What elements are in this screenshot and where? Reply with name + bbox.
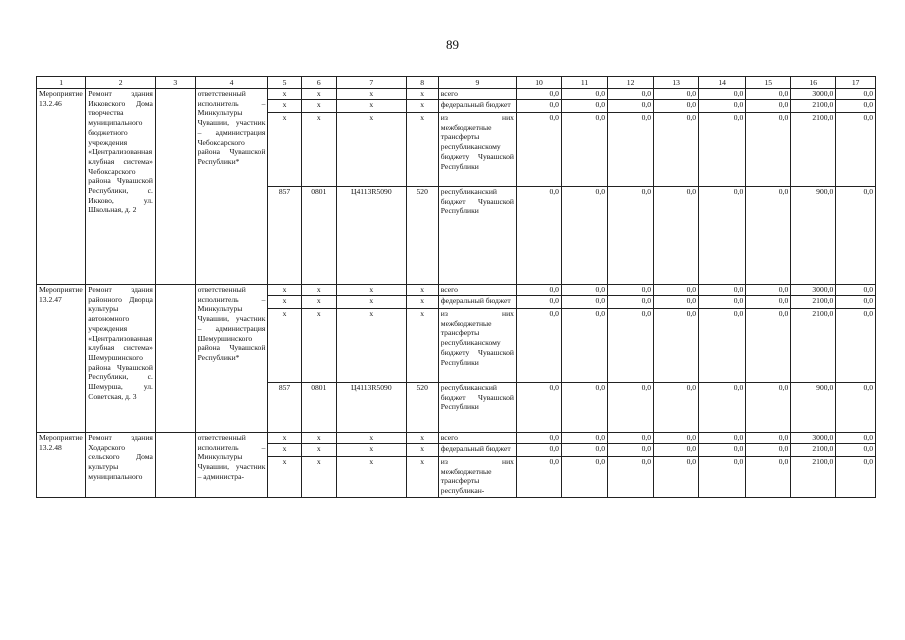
header-cell-6: 6 xyxy=(301,77,336,89)
value-cell: 0,0 xyxy=(608,187,654,285)
funding-source-cell: из них межбюджетные трансферты республикан- xyxy=(438,457,516,498)
value-cell: 0,0 xyxy=(699,100,746,113)
value-cell: 0,0 xyxy=(746,113,791,187)
value-cell: 0,0 xyxy=(836,433,876,444)
value-cell: 0,0 xyxy=(654,187,699,285)
value-cell: 0,0 xyxy=(561,187,607,285)
budget-table xyxy=(36,76,876,498)
value-cell: 0,0 xyxy=(561,433,607,444)
header-cell-12: 12 xyxy=(608,77,654,89)
table-row xyxy=(37,89,876,100)
funding-source-cell: всего xyxy=(438,285,516,296)
code-cell: 0801 xyxy=(301,187,336,285)
value-cell: 0,0 xyxy=(836,285,876,296)
value-cell: 0,0 xyxy=(608,285,654,296)
value-cell: 2100,0 xyxy=(791,444,836,457)
value-cell: 0,0 xyxy=(836,444,876,457)
executor-cell: ответственный исполнитель – Минкультуры Чувашии, участник – администрация Чебоксарского района Чувашской Республики* xyxy=(195,89,268,285)
event-name-cell: Ремонт здания районного Дворца культуры автономного учреждения «Централизованная клубная система» Шемуршинского района Чувашской Республики, с. Шемурша, ул. Советская, д. 3 xyxy=(86,285,156,433)
code-cell: Ц4113R5090 xyxy=(336,383,406,433)
value-cell: 0,0 xyxy=(561,113,607,187)
value-cell: 0,0 xyxy=(836,89,876,100)
value-cell: 0,0 xyxy=(746,285,791,296)
value-cell: 0,0 xyxy=(608,433,654,444)
header-cell-11: 11 xyxy=(561,77,607,89)
value-cell: 0,0 xyxy=(746,444,791,457)
code-cell: x xyxy=(268,309,301,383)
code-cell: x xyxy=(301,457,336,498)
empty-cell xyxy=(155,433,195,498)
value-cell: 0,0 xyxy=(654,89,699,100)
header-cell-16: 16 xyxy=(791,77,836,89)
value-cell: 0,0 xyxy=(746,309,791,383)
value-cell: 0,0 xyxy=(699,444,746,457)
code-cell: x xyxy=(301,444,336,457)
header-cell-4: 4 xyxy=(195,77,268,89)
code-cell: x xyxy=(268,113,301,187)
page-number: 89 xyxy=(446,37,459,52)
code-cell: x xyxy=(336,309,406,383)
value-cell: 0,0 xyxy=(699,309,746,383)
funding-source-cell: всего xyxy=(438,89,516,100)
code-cell: x xyxy=(336,285,406,296)
code-cell: 857 xyxy=(268,187,301,285)
code-cell: x xyxy=(336,433,406,444)
value-cell: 0,0 xyxy=(836,113,876,187)
code-cell: x xyxy=(268,89,301,100)
funding-source-cell: федеральный бюджет xyxy=(438,100,516,113)
header-row xyxy=(37,77,876,89)
value-cell: 0,0 xyxy=(746,89,791,100)
value-cell: 0,0 xyxy=(516,285,561,296)
value-cell: 0,0 xyxy=(836,296,876,309)
code-cell: x xyxy=(406,296,438,309)
code-cell: x xyxy=(406,433,438,444)
header-cell-5: 5 xyxy=(268,77,301,89)
code-cell: x xyxy=(268,457,301,498)
value-cell: 0,0 xyxy=(746,187,791,285)
code-cell: x xyxy=(406,89,438,100)
event-name-cell: Ремонт здания Икковского Дома творчества муниципального бюджетного учреждения «Централизованная клубная система» Чебоксарского района Чувашской Республики, с. Икково, ул. Школьная, д. 2 xyxy=(86,89,156,285)
value-cell: 0,0 xyxy=(561,89,607,100)
value-cell: 0,0 xyxy=(516,187,561,285)
value-cell: 0,0 xyxy=(516,444,561,457)
header-cell-13: 13 xyxy=(654,77,699,89)
event-number-cell: Мероприятие 13.2.48 xyxy=(37,433,86,498)
event-number-cell: Мероприятие 13.2.46 xyxy=(37,89,86,285)
code-cell: x xyxy=(301,309,336,383)
header-cell-9: 9 xyxy=(438,77,516,89)
code-cell: x xyxy=(301,89,336,100)
header-cell-7: 7 xyxy=(336,77,406,89)
code-cell: 857 xyxy=(268,383,301,433)
code-cell: x xyxy=(301,433,336,444)
value-cell: 0,0 xyxy=(699,187,746,285)
header-cell-17: 17 xyxy=(836,77,876,89)
value-cell: 0,0 xyxy=(561,100,607,113)
value-cell: 0,0 xyxy=(516,100,561,113)
funding-source-cell: из них межбюджетные трансферты республиканскому бюджету Чувашской Республики xyxy=(438,113,516,187)
value-cell: 0,0 xyxy=(836,100,876,113)
value-cell: 0,0 xyxy=(516,309,561,383)
value-cell: 0,0 xyxy=(608,296,654,309)
value-cell: 0,0 xyxy=(654,100,699,113)
value-cell: 0,0 xyxy=(836,187,876,285)
value-cell: 2100,0 xyxy=(791,113,836,187)
funding-source-cell: из них межбюджетные трансферты республиканскому бюджету Чувашской Республики xyxy=(438,309,516,383)
value-cell: 0,0 xyxy=(654,113,699,187)
value-cell: 0,0 xyxy=(608,309,654,383)
value-cell: 0,0 xyxy=(608,89,654,100)
value-cell: 0,0 xyxy=(561,309,607,383)
value-cell: 0,0 xyxy=(608,100,654,113)
executor-cell: ответственный исполнитель – Минкультуры Чувашии, участник – администра- xyxy=(195,433,268,498)
value-cell: 0,0 xyxy=(699,285,746,296)
value-cell: 0,0 xyxy=(654,285,699,296)
funding-source-cell: федеральный бюджет xyxy=(438,444,516,457)
empty-cell xyxy=(155,285,195,433)
code-cell: x xyxy=(406,113,438,187)
value-cell: 0,0 xyxy=(516,113,561,187)
value-cell: 0,0 xyxy=(699,457,746,498)
code-cell: x xyxy=(336,100,406,113)
code-cell: Ц4113R5090 xyxy=(336,187,406,285)
code-cell: 520 xyxy=(406,383,438,433)
value-cell: 0,0 xyxy=(516,296,561,309)
value-cell: 0,0 xyxy=(746,383,791,433)
executor-cell: ответственный исполнитель – Минкультуры Чувашии, участник – администрация Шемуршинского района Чувашской Республики* xyxy=(195,285,268,433)
value-cell: 3000,0 xyxy=(791,89,836,100)
value-cell: 2100,0 xyxy=(791,309,836,383)
code-cell: x xyxy=(336,89,406,100)
value-cell: 0,0 xyxy=(561,383,607,433)
value-cell: 0,0 xyxy=(836,309,876,383)
code-cell: x xyxy=(301,113,336,187)
code-cell: x xyxy=(301,296,336,309)
funding-source-cell: республиканский бюджет Чувашской Республики xyxy=(438,187,516,285)
value-cell: 0,0 xyxy=(746,100,791,113)
value-cell: 0,0 xyxy=(746,457,791,498)
code-cell: 0801 xyxy=(301,383,336,433)
value-cell: 0,0 xyxy=(699,296,746,309)
event-name-cell: Ремонт здания Ходарского сельского Дома культуры муниципального xyxy=(86,433,156,498)
value-cell: 0,0 xyxy=(654,444,699,457)
code-cell: x xyxy=(336,296,406,309)
code-cell: x xyxy=(406,100,438,113)
code-cell: x xyxy=(406,309,438,383)
value-cell: 0,0 xyxy=(836,457,876,498)
event-number-cell: Мероприятие 13.2.47 xyxy=(37,285,86,433)
value-cell: 2100,0 xyxy=(791,100,836,113)
value-cell: 3000,0 xyxy=(791,285,836,296)
value-cell: 0,0 xyxy=(516,457,561,498)
value-cell: 0,0 xyxy=(699,113,746,187)
value-cell: 0,0 xyxy=(836,383,876,433)
code-cell: x xyxy=(406,457,438,498)
value-cell: 0,0 xyxy=(699,383,746,433)
code-cell: x xyxy=(336,457,406,498)
code-cell: x xyxy=(406,444,438,457)
code-cell: x xyxy=(301,100,336,113)
value-cell: 0,0 xyxy=(746,433,791,444)
code-cell: x xyxy=(268,100,301,113)
value-cell: 0,0 xyxy=(561,285,607,296)
value-cell: 0,0 xyxy=(561,457,607,498)
value-cell: 900,0 xyxy=(791,187,836,285)
value-cell: 0,0 xyxy=(654,383,699,433)
table-row xyxy=(37,433,876,444)
value-cell: 0,0 xyxy=(516,383,561,433)
value-cell: 0,0 xyxy=(608,457,654,498)
table-row xyxy=(37,285,876,296)
value-cell: 3000,0 xyxy=(791,433,836,444)
value-cell: 0,0 xyxy=(608,444,654,457)
code-cell: x xyxy=(268,444,301,457)
code-cell: x xyxy=(268,433,301,444)
value-cell: 0,0 xyxy=(654,296,699,309)
empty-cell xyxy=(155,89,195,285)
header-cell-15: 15 xyxy=(746,77,791,89)
value-cell: 0,0 xyxy=(699,433,746,444)
value-cell: 0,0 xyxy=(699,89,746,100)
header-cell-2: 2 xyxy=(86,77,156,89)
value-cell: 0,0 xyxy=(561,444,607,457)
value-cell: 0,0 xyxy=(608,113,654,187)
header-cell-14: 14 xyxy=(699,77,746,89)
code-cell: x xyxy=(336,444,406,457)
value-cell: 2100,0 xyxy=(791,296,836,309)
funding-source-cell: всего xyxy=(438,433,516,444)
value-cell: 0,0 xyxy=(654,309,699,383)
code-cell: x xyxy=(268,285,301,296)
header-cell-8: 8 xyxy=(406,77,438,89)
code-cell: x xyxy=(301,285,336,296)
value-cell: 0,0 xyxy=(516,89,561,100)
code-cell: 520 xyxy=(406,187,438,285)
header-cell-10: 10 xyxy=(516,77,561,89)
code-cell: x xyxy=(268,296,301,309)
value-cell: 0,0 xyxy=(654,457,699,498)
value-cell: 0,0 xyxy=(608,383,654,433)
header-cell-3: 3 xyxy=(155,77,195,89)
funding-source-cell: федеральный бюджет xyxy=(438,296,516,309)
value-cell: 0,0 xyxy=(561,296,607,309)
header-cell-1: 1 xyxy=(37,77,86,89)
funding-source-cell: республиканский бюджет Чувашской Республики xyxy=(438,383,516,433)
code-cell: x xyxy=(406,285,438,296)
value-cell: 0,0 xyxy=(654,433,699,444)
value-cell: 0,0 xyxy=(516,433,561,444)
code-cell: x xyxy=(336,113,406,187)
value-cell: 900,0 xyxy=(791,383,836,433)
value-cell: 2100,0 xyxy=(791,457,836,498)
value-cell: 0,0 xyxy=(746,296,791,309)
